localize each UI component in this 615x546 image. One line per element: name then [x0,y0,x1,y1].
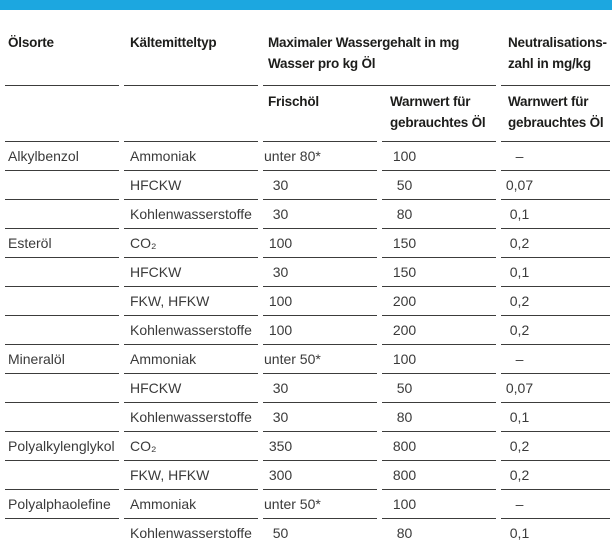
table-row [5,142,610,171]
oil-type-cell [5,200,119,229]
used-oil-warn-value: 100 [382,142,496,171]
col-header-kaeltemitteltyp-label: Kältemitteltyp [130,35,217,50]
col-header-wassergehalt [263,18,496,86]
used-oil-warn-value: 200 [382,287,496,316]
table-row [5,258,610,287]
neutralization-value: 0,2 [501,229,610,258]
neutralization-value: 0,2 [501,287,610,316]
neutralization-value: 0,07 [501,374,610,403]
col-header-oelsorte-label: Ölsorte [8,35,54,50]
col-header-oelsorte [5,18,119,86]
table-row [5,171,610,200]
subheader-neutral-warnwert-line2: gebrauchtes Öl [508,115,604,130]
neutralization-value: 0,2 [501,432,610,461]
oil-type-cell [5,258,119,287]
table-row [5,490,610,519]
subheader-empty-kaeltemitteltyp [124,86,258,142]
fresh-oil-value: 50 [263,519,377,546]
oil-water-content-table [0,18,615,546]
neutralization-value: 0,07 [501,171,610,200]
used-oil-warn-value: 80 [382,403,496,432]
neutralization-value: 0,1 [501,403,610,432]
header-row-sub [5,86,610,142]
refrigerant-cell: HFCKW [124,374,258,403]
oil-type-cell [5,171,119,200]
fresh-oil-value: 30 [263,171,377,200]
oil-type-cell [5,519,119,546]
fresh-oil-value: 30 [263,403,377,432]
used-oil-warn-value: 800 [382,461,496,490]
oil-type-cell [5,403,119,432]
neutralization-value: 0,2 [501,461,610,490]
table-row [5,287,610,316]
refrigerant-cell: Ammoniak [124,490,258,519]
table-row [5,519,610,546]
used-oil-warn-value: 150 [382,229,496,258]
refrigerant-cell: Kohlenwasserstoffe [124,200,258,229]
used-oil-warn-value: 100 [382,490,496,519]
table-row [5,200,610,229]
col-header-neutralisationszahl-line2: zahl in mg/kg [508,56,591,71]
refrigerant-cell: Kohlenwasserstoffe [124,519,258,546]
fresh-oil-value: unter 50* [263,345,377,374]
refrigerant-cell: Ammoniak [124,142,258,171]
subheader-frischoel [263,86,377,142]
oil-type-cell: Polyalphaolefine [5,490,119,519]
fresh-oil-value: unter 80* [263,142,377,171]
fresh-oil-value: 100 [263,316,377,345]
accent-bar [0,0,612,10]
neutralization-value: – [501,345,610,374]
subheader-warnwert-line2: gebrauchtes Öl [390,115,486,130]
neutralization-value: 0,1 [501,258,610,287]
fresh-oil-value: 300 [263,461,377,490]
oil-type-cell: Alkylbenzol [5,142,119,171]
fresh-oil-value: 30 [263,374,377,403]
oil-type-cell [5,461,119,490]
col-header-wassergehalt-line1: Maximaler Wassergehalt in mg [268,35,460,50]
subheader-neutral-warnwert-line1: Warnwert für [508,94,589,109]
table-row [5,229,610,258]
refrigerant-cell: HFCKW [124,258,258,287]
subheader-neutral-warnwert-gebrauchtes-oel [501,86,610,142]
used-oil-warn-value: 100 [382,345,496,374]
refrigerant-cell: Kohlenwasserstoffe [124,403,258,432]
table-row [5,432,610,461]
used-oil-warn-value: 80 [382,200,496,229]
refrigerant-cell: CO₂ [124,432,258,461]
oil-type-cell: Mineralöl [5,345,119,374]
col-header-kaeltemitteltyp [124,18,258,86]
col-header-wassergehalt-line2: Wasser pro kg Öl [268,56,376,71]
table-row [5,345,610,374]
refrigerant-cell: CO₂ [124,229,258,258]
neutralization-value: – [501,490,610,519]
subheader-empty-oelsorte [5,86,119,142]
neutralization-value: – [501,142,610,171]
table-row [5,374,610,403]
header-row-main [5,18,610,86]
oil-type-cell [5,316,119,345]
used-oil-warn-value: 50 [382,374,496,403]
used-oil-warn-value: 50 [382,171,496,200]
table-row [5,316,610,345]
table-row [5,403,610,432]
fresh-oil-value: 30 [263,258,377,287]
refrigerant-cell: Kohlenwasserstoffe [124,316,258,345]
oil-type-cell [5,287,119,316]
refrigerant-cell: Ammoniak [124,345,258,374]
subheader-warnwert-line1: Warnwert für [390,94,471,109]
subheader-warnwert-gebrauchtes-oel [382,86,496,142]
used-oil-warn-value: 200 [382,316,496,345]
fresh-oil-value: unter 50* [263,490,377,519]
refrigerant-cell: FKW, HFKW [124,287,258,316]
table-row [5,461,610,490]
neutralization-value: 0,1 [501,519,610,546]
used-oil-warn-value: 80 [382,519,496,546]
oil-type-cell: Polyalkylenglykol [5,432,119,461]
refrigerant-cell: FKW, HFKW [124,461,258,490]
fresh-oil-value: 350 [263,432,377,461]
col-header-neutralisationszahl-line1: Neutralisations- [508,35,607,50]
neutralization-value: 0,2 [501,316,610,345]
fresh-oil-value: 100 [263,229,377,258]
subheader-frischoel-label: Frischöl [268,94,319,109]
oil-type-cell: Esteröl [5,229,119,258]
refrigerant-cell: HFCKW [124,171,258,200]
neutralization-value: 0,1 [501,200,610,229]
oil-type-cell [5,374,119,403]
used-oil-warn-value: 800 [382,432,496,461]
fresh-oil-value: 100 [263,287,377,316]
fresh-oil-value: 30 [263,200,377,229]
used-oil-warn-value: 150 [382,258,496,287]
col-header-neutralisationszahl [501,18,610,86]
